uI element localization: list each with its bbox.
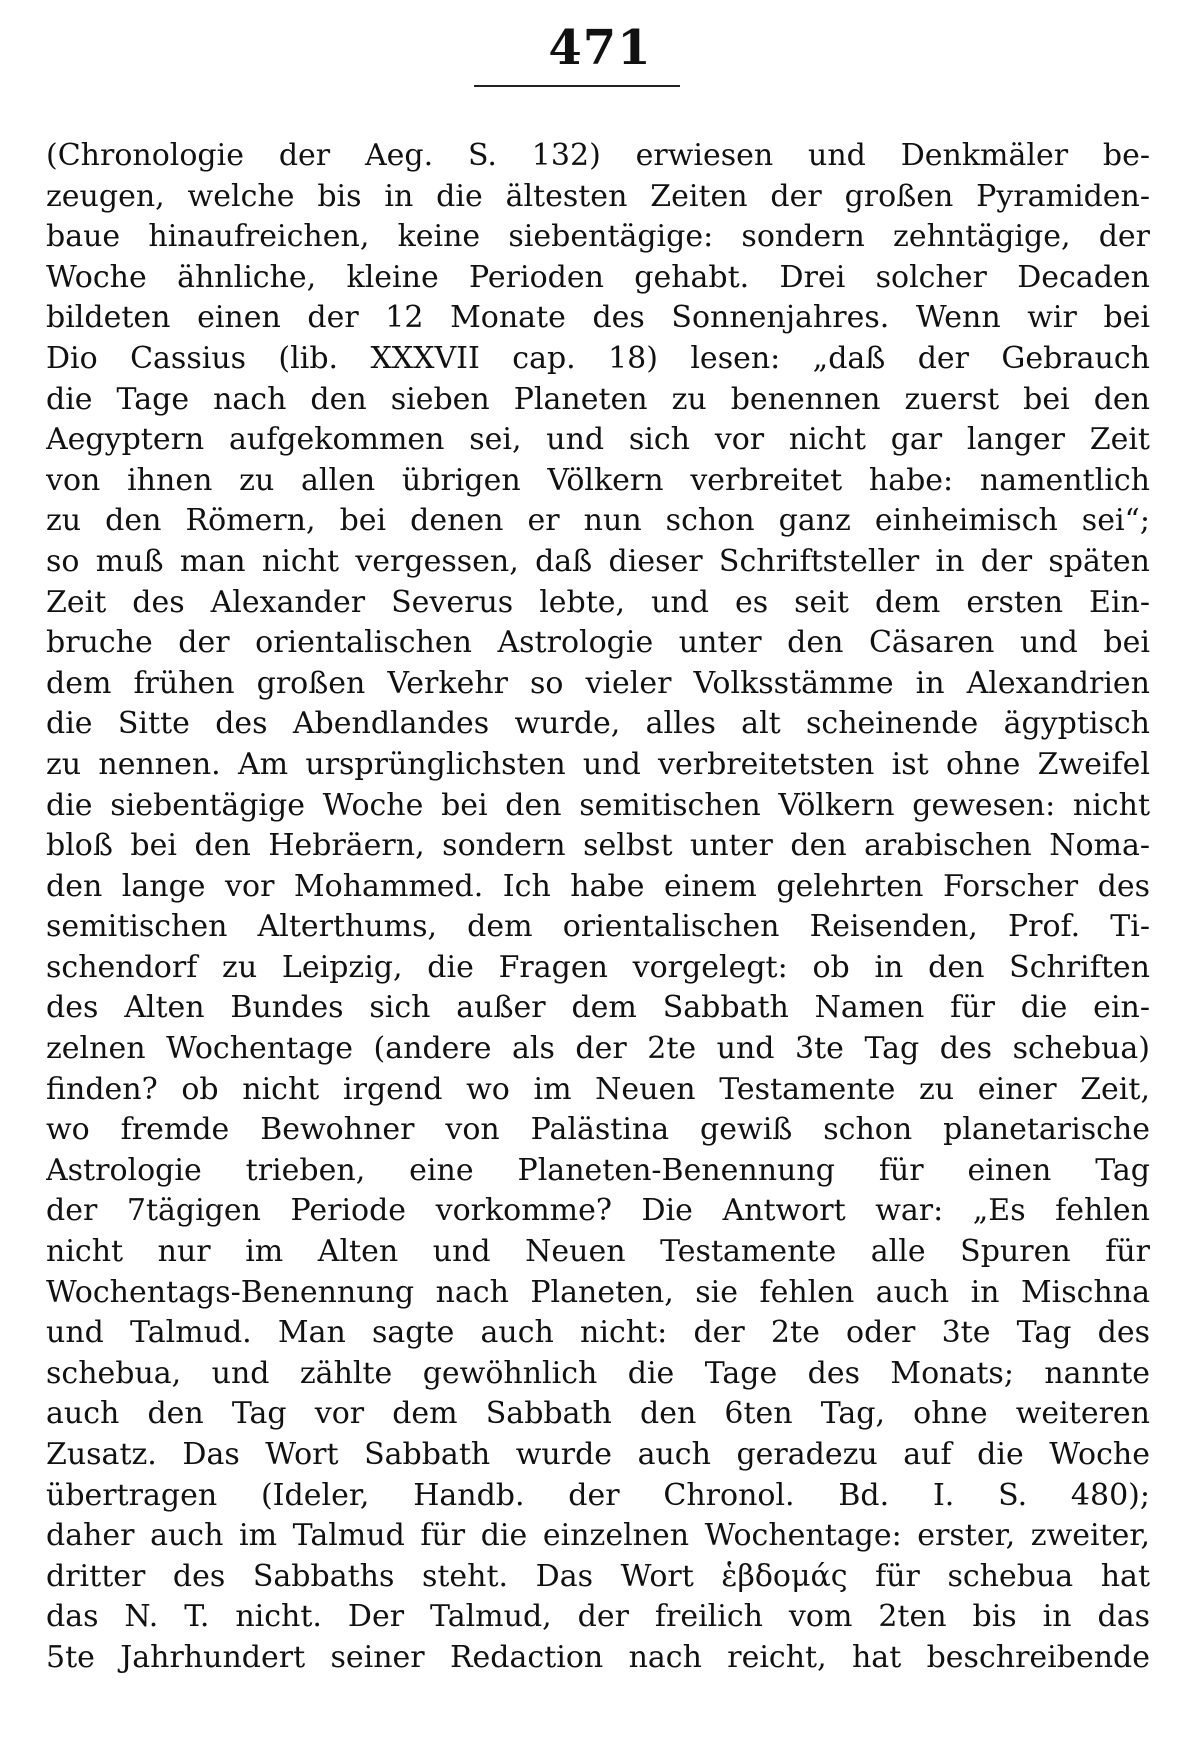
- text-line: von ihnen zu allen übrigen Völkern verbreitet habe: namentlich: [46, 462, 1150, 498]
- text-line: schebua, und zählte gewöhnlich die Tage des Monats; nannte: [46, 1355, 1150, 1391]
- text-line: zu nennen. Am ursprünglichsten und verbreitetsten ist ohne Zweifel: [46, 746, 1150, 782]
- text-line: den lange vor Mohammed. Ich habe einem gelehrten Forscher des: [46, 868, 1150, 904]
- text-line: zelnen Wochentage (andere als der 2te und 3te Tag des schebua): [46, 1031, 1150, 1067]
- text-line: semitischen Alterthums, dem orientalischen Reisenden, Prof. Ti-: [46, 909, 1150, 945]
- text-line: 5te Jahrhundert seiner Redaction nach reicht, hat beschreibende: [46, 1639, 1150, 1675]
- text-line: Zusatz. Das Wort Sabbath wurde auch geradezu auf die Woche: [46, 1437, 1150, 1472]
- text-line: bruche der orientalischen Astrologie unter den Cäsaren und bei: [46, 625, 1150, 661]
- header-rule: [474, 85, 680, 87]
- text-line: dritter des Sabbaths steht. Das Wort ἑβδομάς für schebua hat: [46, 1558, 1150, 1594]
- text-line: baue hinaufreichen, keine siebentägige: sondern zehntägige, der: [46, 219, 1150, 255]
- text-line: bloß bei den Hebräern, sondern selbst unter den arabischen Noma-: [46, 828, 1150, 864]
- page-number: 471: [548, 20, 652, 76]
- text-line: so muß man nicht vergessen, daß dieser Schriftsteller in der späten: [46, 543, 1150, 579]
- text-line: zeugen, welche bis in die ältesten Zeiten der großen Pyramiden-: [46, 178, 1150, 214]
- text-line: Astrologie trieben, eine Planeten-Benennung für einen Tag: [46, 1152, 1150, 1188]
- text-line: dem frühen großen Verkehr so vieler Volksstämme in Alexandrien: [46, 665, 1150, 701]
- text-line: Aegyptern aufgekommen sei, und sich vor nicht gar langer Zeit: [46, 422, 1150, 458]
- text-line: der 7tägigen Periode vorkomme? Die Antwort war: „Es fehlen: [46, 1193, 1150, 1229]
- text-line: wo fremde Bewohner von Palästina gewiß schon planetarische: [46, 1112, 1150, 1148]
- text-line: bildeten einen der 12 Monate des Sonnenjahres. Wenn wir bei: [46, 300, 1150, 336]
- text-line: nicht nur im Alten und Neuen Testamente alle Spuren für: [46, 1234, 1150, 1270]
- text-line: auch den Tag vor dem Sabbath den 6ten Tag, ohne weiteren: [46, 1396, 1150, 1432]
- text-line: Woche ähnliche, kleine Perioden gehabt. Drei solcher Decaden: [46, 259, 1150, 295]
- text-line: übertragen (Ideler, Handb. der Chronol. Bd. I. S. 480);: [46, 1477, 1150, 1513]
- text-line: Zeit des Alexander Severus lebte, und es seit dem ersten Ein-: [46, 584, 1150, 620]
- text-line: und Talmud. Man sagte auch nicht: der 2te oder 3te Tag des: [46, 1315, 1150, 1351]
- text-line: finden? ob nicht irgend wo im Neuen Testamente zu einer Zeit,: [46, 1071, 1150, 1107]
- text-line: schendorf zu Leipzig, die Fragen vorgelegt: ob in den Schriften: [46, 949, 1150, 985]
- text-line: die Sitte des Abendlandes wurde, alles alt scheinende ägyptisch: [46, 706, 1150, 742]
- text-line: die siebentägige Woche bei den semitischen Völkern gewesen: nicht: [46, 787, 1150, 823]
- body-text: [46, 136, 1150, 1679]
- text-line: die Tage nach den sieben Planeten zu benennen zuerst bei den: [46, 381, 1150, 417]
- text-line: Wochentags-Benennung nach Planeten, sie fehlen auch in Mischna: [46, 1274, 1150, 1310]
- text-line: des Alten Bundes sich außer dem Sabbath Namen für die ein-: [46, 990, 1150, 1026]
- text-line: Dio Cassius (lib. XXXVII cap. 18) lesen: „daß der Gebrauch: [46, 340, 1150, 376]
- text-line: daher auch im Talmud für die einzelnen Wochentage: erster, zweiter,: [46, 1518, 1150, 1554]
- text-line: das N. T. nicht. Der Talmud, der freilich vom 2ten bis in das: [46, 1599, 1150, 1635]
- text-line: zu den Römern, bei denen er nun schon ganz einheimisch sei“;: [46, 503, 1150, 539]
- text-line: (Chronologie der Aeg. S. 132) erwiesen und Denkmäler be-: [46, 138, 1150, 173]
